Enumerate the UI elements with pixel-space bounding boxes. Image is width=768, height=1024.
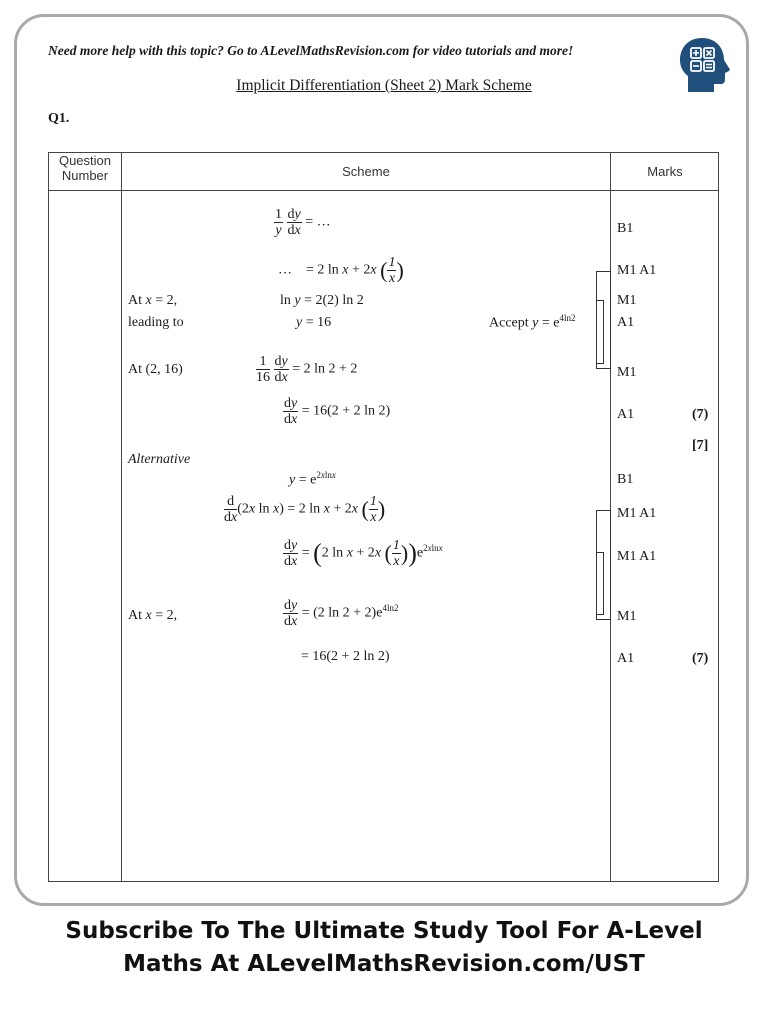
- mark-bracket: [596, 552, 604, 615]
- header-question-number: Question Number: [58, 153, 112, 183]
- scheme-line-4-label: leading to: [128, 315, 184, 330]
- alt-line-5: = 16(2 + 2 ln 2): [301, 649, 390, 664]
- scheme-line-3: ln y = 2(2) ln 2: [280, 293, 364, 308]
- page-title: Implicit Differentiation (Sheet 2) Mark Scheme: [236, 77, 532, 94]
- accept-note: Accept $y = e^{4ln2}$: [489, 313, 576, 331]
- header-divider: [48, 190, 719, 191]
- alt-line-4: $\frac{dy}{dx}$ = (2 $\ln 2 + 2)e^{4ln2}$: [284, 598, 399, 629]
- mark-m1a1: M1 A1: [617, 549, 657, 564]
- mark-bracket: [596, 300, 604, 364]
- alt-line-3: $\frac{dy}{dx}$ = (2 ln x + 2x ( $\frac{1}{x}$ ))$e^{2xlnx}$: [284, 538, 443, 569]
- mark-a1: A1: [617, 315, 635, 330]
- column-divider: [121, 152, 122, 882]
- mark-m1a1: M1 A1: [617, 506, 657, 521]
- scheme-line-2: … = 2 ln x + 2x ( $\frac{1}{x}$ ): [278, 255, 404, 286]
- question-total: [7]: [692, 438, 709, 453]
- mark-m1: M1: [617, 609, 637, 624]
- header-marks: Marks: [647, 164, 683, 179]
- subtotal: (7): [692, 651, 709, 666]
- alt-line-2: $\frac{d}{dx}$ (2x ln x) = 2 ln x + 2x ( $\frac{1}{x}$ ): [224, 494, 386, 525]
- question-label: Q1.: [48, 111, 70, 126]
- mark-b1: B1: [617, 472, 634, 487]
- mark-a1: A1: [617, 407, 635, 422]
- header-scheme: Scheme: [342, 164, 390, 179]
- footer-line-1: Subscribe To The Ultimate Study Tool For A-Level: [65, 918, 703, 944]
- alt-line-4-label: At x = 2,: [128, 608, 178, 623]
- mark-m1: M1: [617, 365, 637, 380]
- mark-m1a1: M1 A1: [617, 263, 657, 278]
- scheme-line-3-label: At x = 2,: [128, 293, 178, 308]
- subtotal: (7): [692, 407, 709, 422]
- mark-m1: M1: [617, 293, 637, 308]
- scheme-line-6: $\frac{dy}{dx}$ = 16(2 + 2 ln 2): [284, 396, 391, 427]
- alternative-label: Alternative: [128, 452, 191, 467]
- mark-b1: B1: [617, 221, 634, 236]
- alt-line-1: $y = e^{2xlnx}$: [289, 470, 336, 488]
- help-tagline: Need more help with this topic? Go to ALevelMathsRevision.com for video tutorials and more!: [48, 43, 574, 58]
- scheme-line-4: y = 16: [296, 315, 332, 330]
- scheme-line-5-label: At (2, 16): [128, 362, 183, 377]
- scheme-line-1: $\frac{1}{y}$ $\frac{dy}{dx}$ = …: [275, 207, 331, 238]
- scheme-line-5: $\frac{1}{16}$ $\frac{dy}{dx}$ = 2 ln 2 + 2: [256, 354, 358, 385]
- mark-a1: A1: [617, 651, 635, 666]
- footer-line-2: Maths At ALevelMathsRevision.com/UST: [123, 951, 645, 977]
